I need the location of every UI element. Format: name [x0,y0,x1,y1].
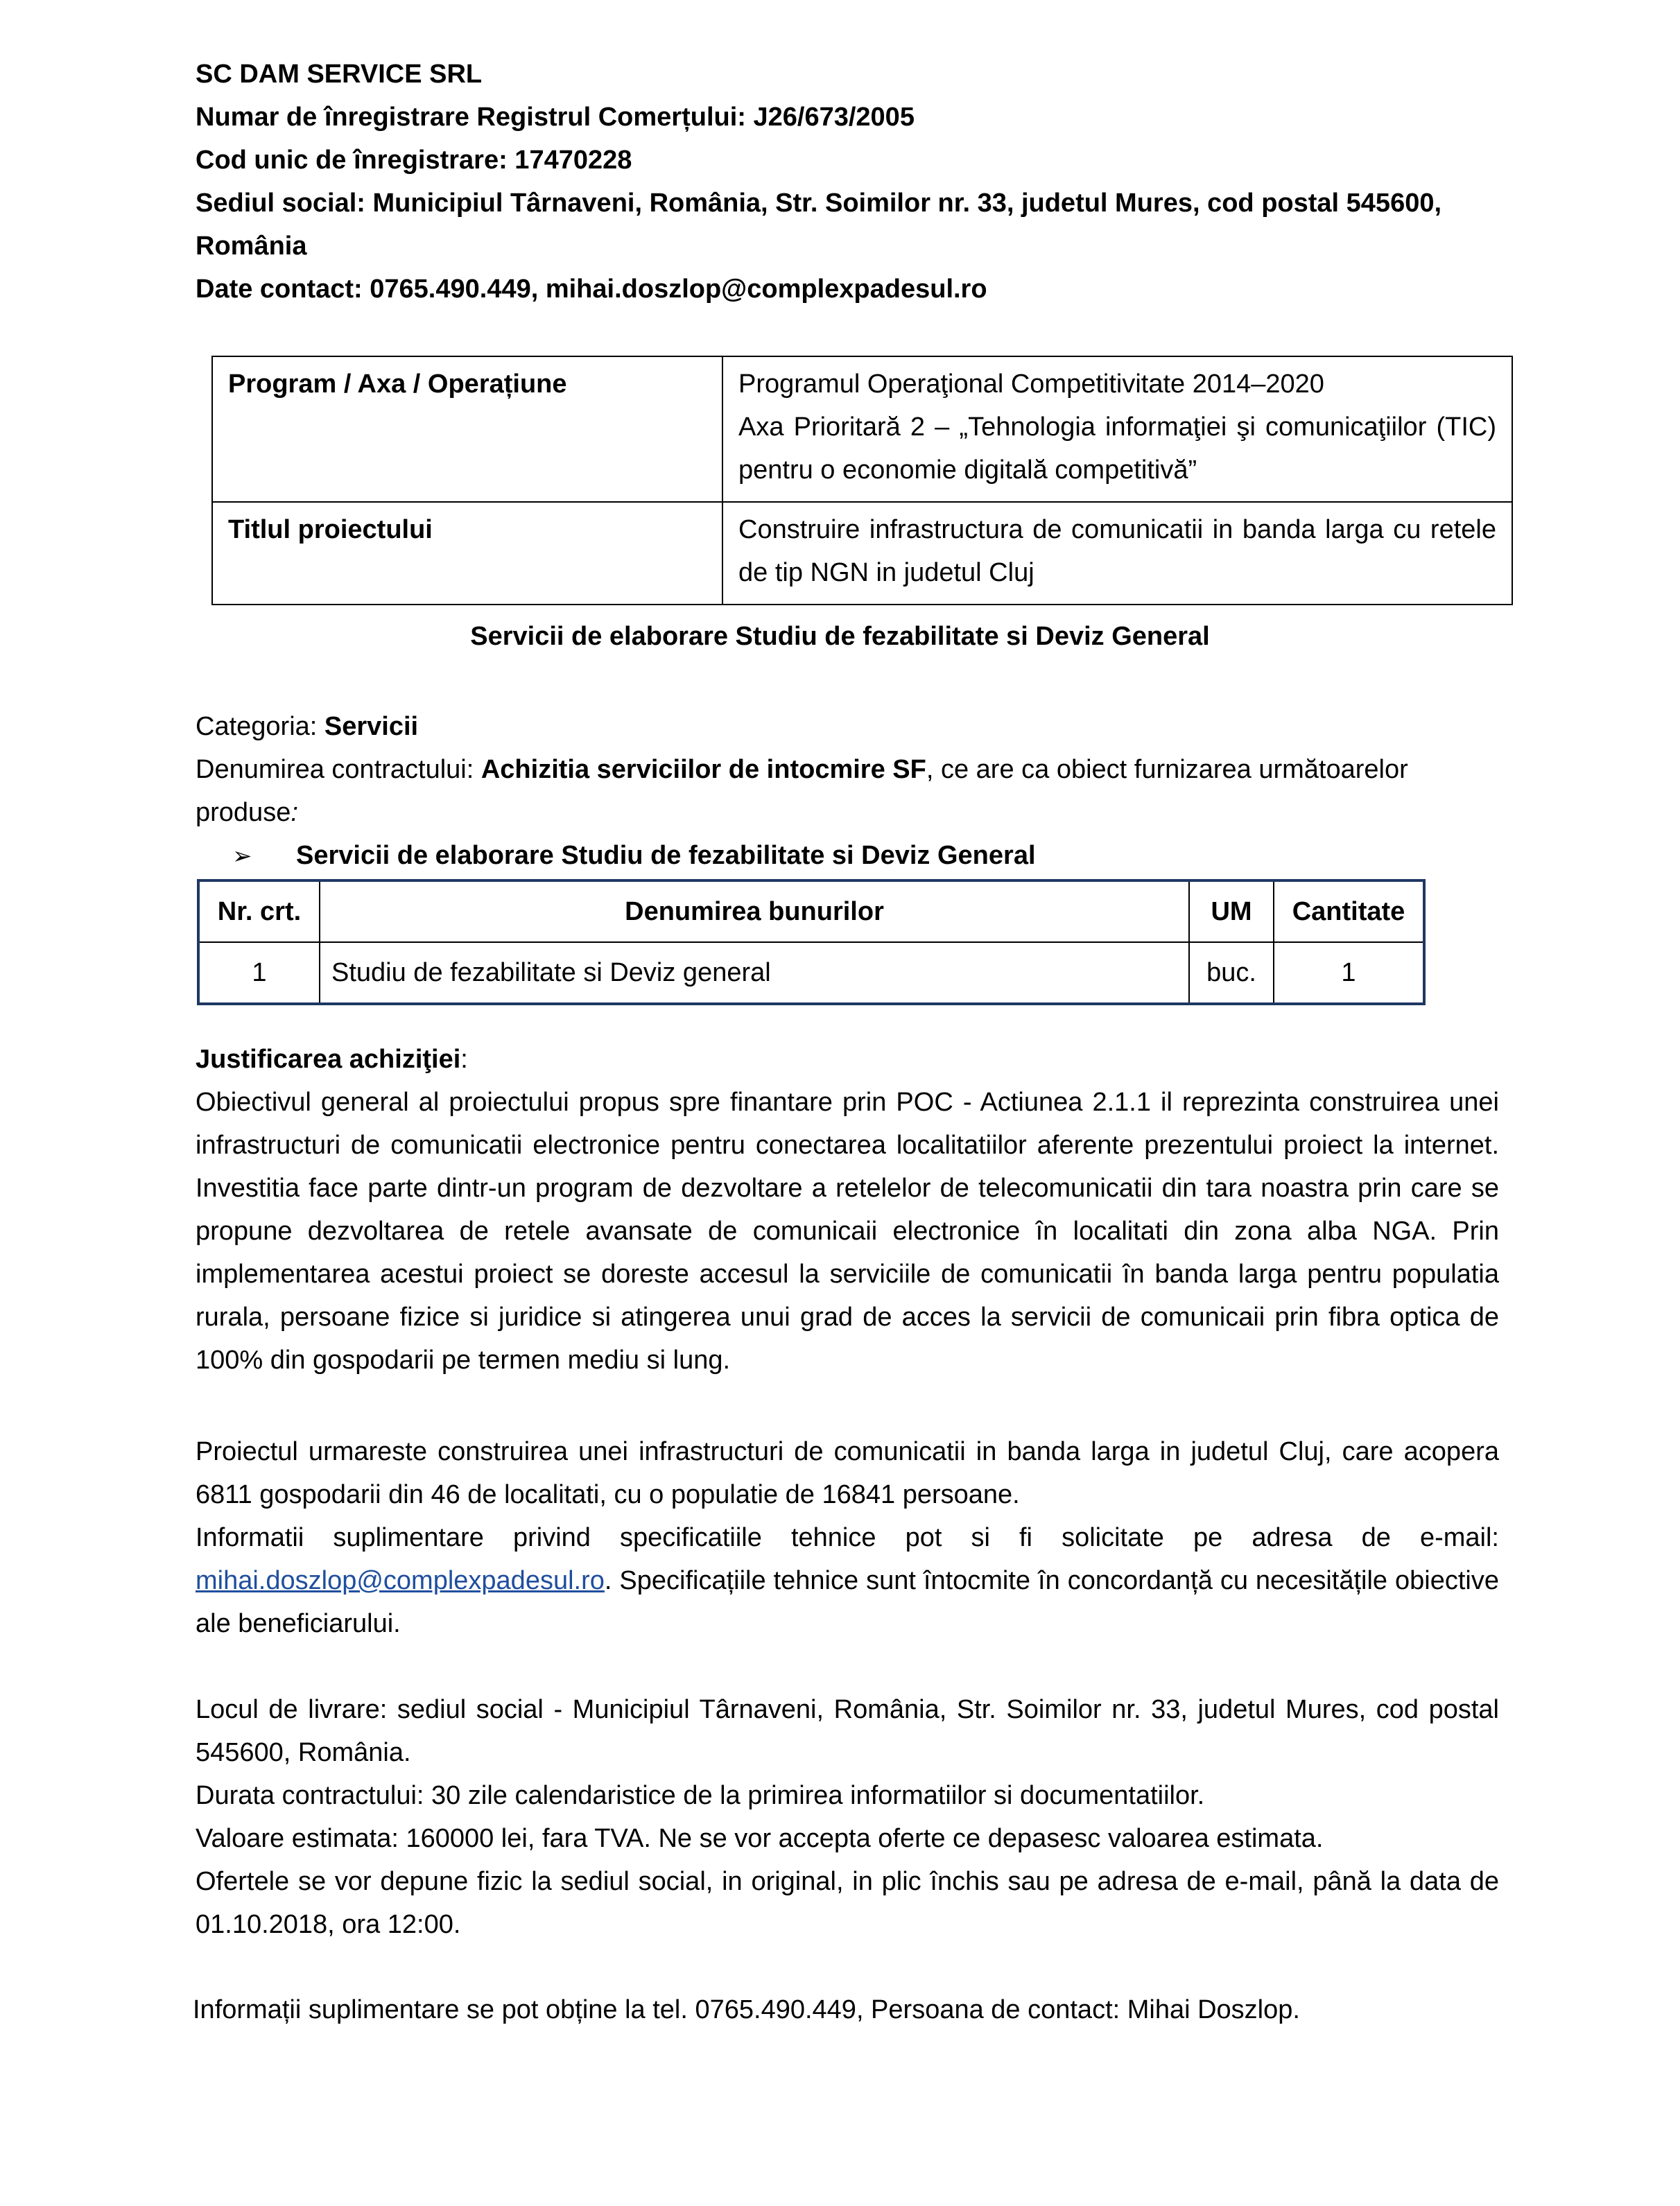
project-text: Proiectul urmareste construirea unei infrastructuri de comunicatii in banda larga in judetul Cluj, care acopera 6811 gospodarii din 46 de localitati, cu o populatie de 16841 persoane. [196,1437,1499,1509]
justification-section [196,1038,1499,1382]
arrowhead-bullet-icon: ➢ [232,843,252,869]
company-cui: Cod unic de înregistrare: 17470228 [196,146,632,175]
table-row [198,942,1424,1004]
category-line [196,705,1499,748]
cell-um: buc. [1189,942,1274,1004]
delivery-location: Locul de livrare: sediul social - Municipiul Târnaveni, România, Str. Soimilor nr. 33, judetul Mures, cod postal 545600, România. [196,1695,1499,1767]
program-value [722,356,1512,502]
cell-denumirea: Studiu de fezabilitate si Deviz general [320,942,1189,1004]
contract-suffix: , ce are ca obiect furnizarea următoarelor produse [196,755,1408,827]
justification-text: Obiectivul general al proiectului propus spre finantare prin POC - Actiunea 2.1.1 il reprezinta construirea unei infrastructuri de comunicatii electronice pentru conectarea localitatiilor aferente prezentului proiect la internet. Investitia face parte dintr-un program de dezvoltare a retelelor de telecomunicatii din tara noastra prin care se propune dezvoltarea de retele avansate de comunicaii electronice în localitati din zona alba NGA. Prin implementarea acestui proiect se doreste accesul la serviciile de comunicatii în banda larga pentru populatia rurala, persoane fizice si juridice si atingerea unui grad de acces la servicii de comunicaii prin fibra optica de 100% din gospodarii pe termen mediu si lung. [196,1088,1499,1375]
cell-nr-crt: 1 [198,942,320,1004]
program-table [211,356,1513,605]
company-header [196,53,1499,311]
justification-title-text: Justificarea achiziţiei [196,1045,461,1074]
project-info-after: . Specificațiile tehnice sunt întocmite în concordanță cu necesitățile obiective ale beneficiarului. [196,1566,1499,1638]
header-denumirea: Denumirea bunurilor [320,880,1189,942]
project-section [196,1430,1499,1645]
contract-duration: Durata contractului: 30 zile calendaristice de la primirea informatiilor si documentatiilor. [196,1781,1205,1810]
header-um: UM [1189,880,1274,942]
contract-line [196,748,1499,834]
header-cantitate: Cantitate [1274,880,1424,942]
project-title-row [212,502,1512,605]
program-row [212,356,1512,502]
estimated-value: Valoare estimata: 160000 lei, fara TVA. Ne se vor accepta oferte ce depasesc valoarea estimata. [196,1824,1324,1853]
category-block [196,705,1499,834]
footer-contact: Informații suplimentare se pot obține la tel. 0765.490.449, Persoana de contact: Mihai Doszlop. [193,1995,1300,2024]
bullet-item [232,834,1036,878]
program-label: Program / Axa / Operațiune [212,356,722,502]
cell-cantitate: 1 [1274,942,1424,1004]
project-info-before: Informatii suplimentare privind specificatiile tehnice pot si fi solicitate pe adresa de e-mail: [196,1523,1499,1552]
company-name: SC DAM SERVICE SRL [196,60,483,89]
company-reg-com: Numar de înregistrare Registrul Comerțului: J26/673/2005 [196,103,915,132]
offer-deadline: Ofertele se vor depune fizic la sediul social, in original, in plic închis sau pe adresa de e-mail, până la data de 01.10.2018, ora 12:00. [196,1867,1499,1939]
project-title-label: Titlul proiectului [212,502,722,605]
header-nr-crt: Nr. crt. [198,880,320,942]
company-address-line1: Sediul social: Municipiul Târnaveni, România, Str. Soimilor nr. 33, judetul Mures, cod postal 545600, [196,189,1442,218]
program-value-line1: Programul Operaţional Competitivitate 2014–2020 [738,370,1324,399]
category-value: Servicii [324,712,419,741]
contact-email-link[interactable]: mihai.doszlop@complexpadesul.ro [196,1566,605,1595]
bullet-item-label: Servicii de elaborare Studiu de fezabilitate si Deviz General [296,841,1036,870]
contract-label: Denumirea contractului: [196,755,481,784]
program-value-axis: Axa Prioritară 2 – „Tehnologia informaţiei şi comunicaţiilor (TIC) pentru o economie digitală competitivă” [738,412,1496,485]
company-contact: Date contact: 0765.490.449, mihai.doszlop@complexpadesul.ro [196,275,987,304]
justification-title-colon: : [460,1045,468,1074]
justification-title [196,1038,1499,1081]
project-info [196,1516,1499,1645]
contract-colon: : [291,798,298,827]
company-address-line2: România [196,232,307,261]
goods-table-header [198,880,1424,942]
contract-name: Achizitia serviciilor de intocmire SF [480,755,926,784]
document-heading: Servicii de elaborare Studiu de fezabilitate si Deviz General [470,622,1210,651]
project-title-value: Construire infrastructura de comunicatii in banda larga cu retele de tip NGN in judetul Cluj [722,502,1512,605]
delivery-section [196,1688,1499,1946]
category-label: Categoria: [196,712,324,741]
goods-table [197,879,1426,1005]
